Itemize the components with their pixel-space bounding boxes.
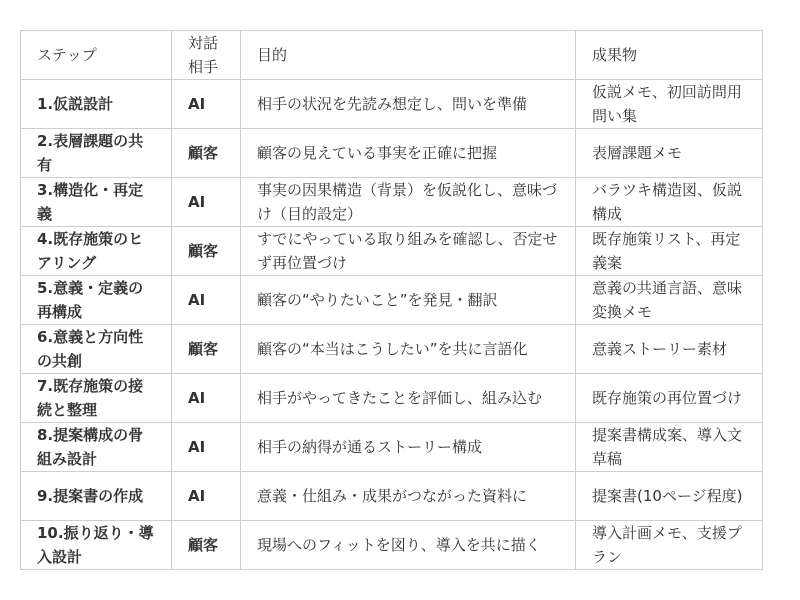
- purpose-cell: 事実の因果構造（背景）を仮説化し、意味づけ（目的設定）: [241, 178, 576, 227]
- header-partner: [172, 31, 241, 80]
- table-row: [21, 178, 763, 227]
- purpose-cell: 現場へのフィットを図り、導入を共に描く: [241, 521, 576, 570]
- step-cell: 1.仮説設計: [21, 80, 172, 129]
- table-row: [21, 423, 763, 472]
- table-row: [21, 227, 763, 276]
- step-cell: 2.表層課題の共有: [21, 129, 172, 178]
- step-cell: 8.提案構成の骨組み設計: [21, 423, 172, 472]
- purpose-cell: 顧客の見えている事実を正確に把握: [241, 129, 576, 178]
- table-row: [21, 276, 763, 325]
- purpose-cell: 相手の状況を先読み想定し、問いを準備: [241, 80, 576, 129]
- step-cell: 5.意義・定義の再構成: [21, 276, 172, 325]
- output-cell: 既存施策リスト、再定義案: [576, 227, 763, 276]
- partner-cell: AI: [172, 276, 241, 325]
- table-row: [21, 80, 763, 129]
- step-cell: 3.構造化・再定義: [21, 178, 172, 227]
- partner-cell: 顧客: [172, 325, 241, 374]
- table-row: [21, 325, 763, 374]
- step-cell: 6.意義と方向性の共創: [21, 325, 172, 374]
- table-row: [21, 129, 763, 178]
- output-cell: 提案書(10ページ程度): [576, 472, 763, 521]
- table-row: [21, 472, 763, 521]
- purpose-cell: 相手の納得が通るストーリー構成: [241, 423, 576, 472]
- purpose-cell: 意義・仕組み・成果がつながった資料に: [241, 472, 576, 521]
- purpose-cell: 顧客の“やりたいこと”を発見・翻訳: [241, 276, 576, 325]
- table-row: [21, 521, 763, 570]
- step-cell: 7.既存施策の接続と整理: [21, 374, 172, 423]
- partner-cell: AI: [172, 472, 241, 521]
- output-cell: 意義の共通言語、意味変換メモ: [576, 276, 763, 325]
- output-cell: 既存施策の再位置づけ: [576, 374, 763, 423]
- partner-cell: AI: [172, 423, 241, 472]
- output-cell: バラツキ構造図、仮説構成: [576, 178, 763, 227]
- output-cell: 仮説メモ、初回訪問用問い集: [576, 80, 763, 129]
- output-cell: 意義ストーリー素材: [576, 325, 763, 374]
- header-row: [21, 31, 763, 80]
- header-output: 成果物: [576, 31, 763, 80]
- purpose-cell: 相手がやってきたことを評価し、組み込む: [241, 374, 576, 423]
- process-table: [20, 30, 763, 570]
- step-cell: 9.提案書の作成: [21, 472, 172, 521]
- table-row: [21, 374, 763, 423]
- partner-cell: 顧客: [172, 521, 241, 570]
- partner-cell: AI: [172, 178, 241, 227]
- partner-cell: AI: [172, 80, 241, 129]
- step-cell: 10.振り返り・導入設計: [21, 521, 172, 570]
- output-cell: 提案書構成案、導入文草稿: [576, 423, 763, 472]
- purpose-cell: 顧客の“本当はこうしたい”を共に言語化: [241, 325, 576, 374]
- output-cell: 導入計画メモ、支援プラン: [576, 521, 763, 570]
- header-partner-text: 対話 相手: [188, 34, 219, 76]
- process-table-container: [20, 30, 763, 570]
- output-cell: 表層課題メモ: [576, 129, 763, 178]
- step-cell: 4.既存施策のヒアリング: [21, 227, 172, 276]
- purpose-cell: すでにやっている取り組みを確認し、否定せず再位置づけ: [241, 227, 576, 276]
- partner-cell: 顧客: [172, 227, 241, 276]
- header-step: ステップ: [21, 31, 172, 80]
- partner-cell: AI: [172, 374, 241, 423]
- header-purpose: 目的: [241, 31, 576, 80]
- partner-cell: 顧客: [172, 129, 241, 178]
